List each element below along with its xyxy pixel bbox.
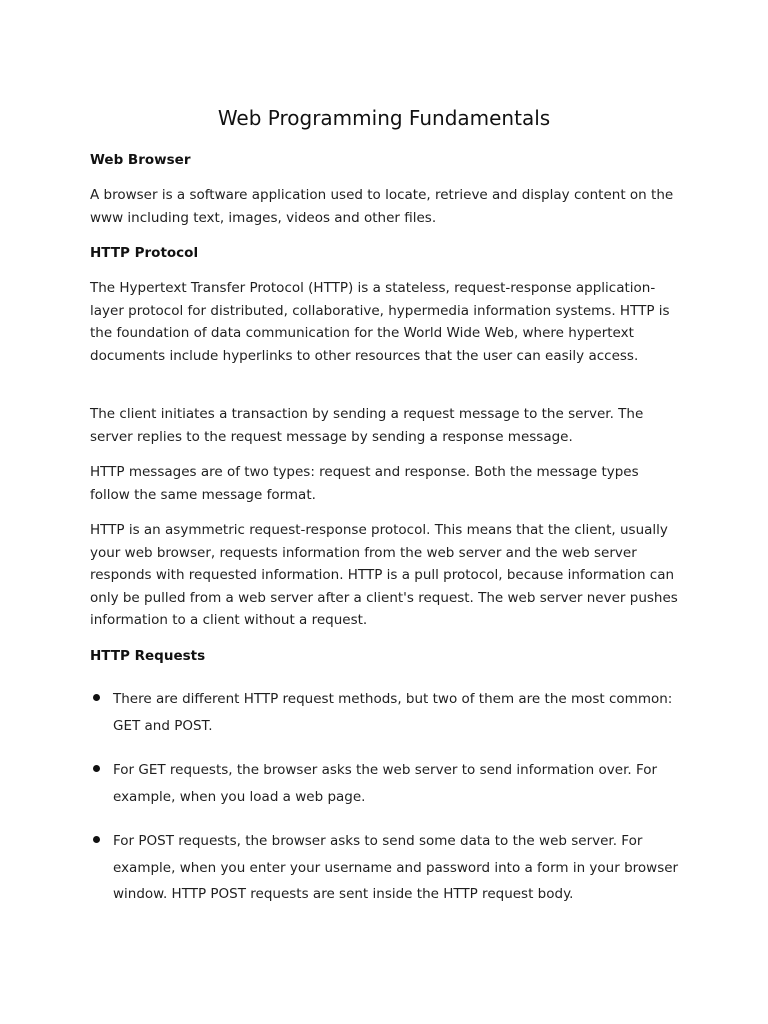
paragraph-web-browser: A browser is a software application used to locate, retrieve and display content on the www including text, images, videos and other files. (90, 187, 674, 226)
bullet-icon (93, 836, 100, 843)
heading-http-protocol: HTTP Protocol (90, 245, 199, 261)
paragraph-http-definition: The Hypertext Transfer Protocol (HTTP) is a stateless, request-response application-layer protocol for distributed, collaborative, hypermedia information systems. HTTP is the foundation of data communication for the World Wide Web, where hypertext documents include hyperlinks to other resources that the user can easily access. (90, 280, 670, 364)
heading-web-browser: Web Browser (90, 152, 191, 168)
paragraph-http-asymmetric: HTTP is an asymmetric request-response protocol. This means that the client, usually your web browser, requests information from the web server and the web server responds with requested information. HTTP is a pull protocol, because information can only be pulled from a web server after a client's request. The web server never pushes information to a client without a request. (90, 522, 678, 628)
bullet-icon (93, 694, 100, 701)
list-item-text: For GET requests, the browser asks the web server to send information over. For example, when you load a web page. (113, 762, 658, 805)
page-title: Web Programming Fundamentals (217, 106, 551, 130)
http-requests-list (90, 686, 682, 926)
list-item (90, 686, 682, 739)
list-item-text: For POST requests, the browser asks to send some data to the web server. For example, when you enter your username and password into a form in your browser window. HTTP POST requests are sent inside the HTTP request body. (113, 833, 679, 902)
list-item (90, 757, 682, 810)
heading-http-requests: HTTP Requests (90, 648, 206, 664)
list-item-text: There are different HTTP request methods, but two of them are the most common: GET and POST. (113, 691, 673, 734)
bullet-icon (93, 765, 100, 772)
paragraph-http-transaction: The client initiates a transaction by sending a request message to the server. The server replies to the request message by sending a response message. (90, 406, 644, 445)
paragraph-http-message-types: HTTP messages are of two types: request and response. Both the message types follow the same message format. (90, 464, 639, 503)
list-item (90, 828, 682, 908)
